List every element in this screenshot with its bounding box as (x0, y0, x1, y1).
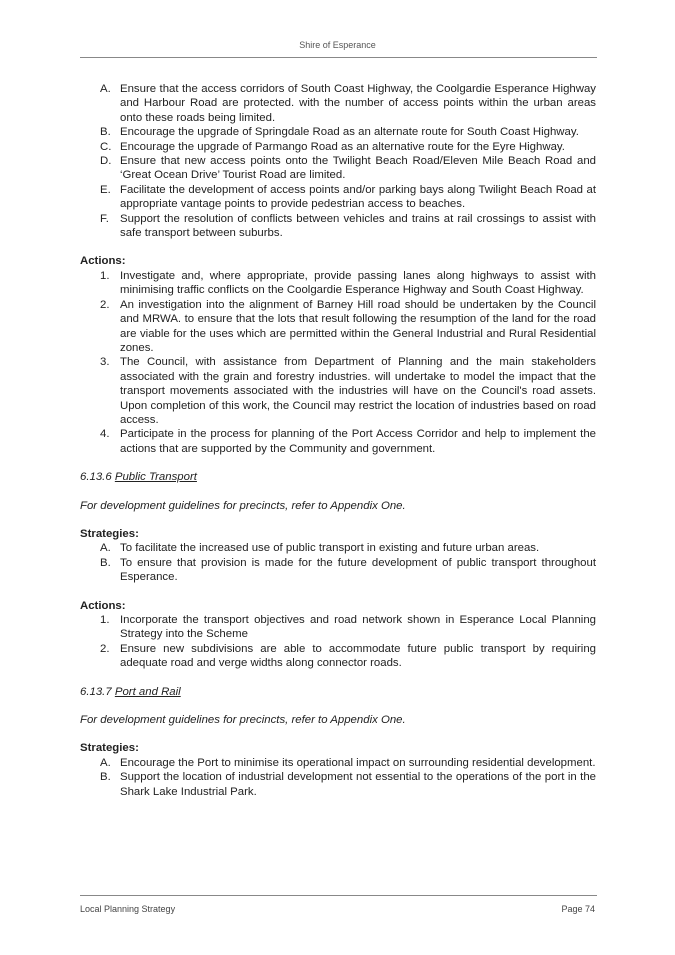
list-marker: 1. (100, 269, 110, 282)
list-item (80, 427, 596, 456)
section-heading-public-transport (80, 470, 596, 484)
list-item (80, 154, 596, 183)
list-marker: 2. (100, 642, 110, 655)
section-heading-port-rail (80, 685, 596, 699)
list-item-text: Support the location of industrial development not essential to the operations of the port in the Shark Lake Industrial Park. (120, 771, 596, 798)
list-marker: A. (100, 756, 111, 769)
section-title: Port and Rail (114, 685, 181, 698)
list-item (80, 756, 596, 770)
list-item (80, 642, 596, 671)
strategies-list-public-transport (80, 541, 596, 584)
list-item-text: To facilitate the increased use of public transport in existing and future urban areas. (120, 542, 540, 555)
list-item-text: To ensure that provision is made for the future development of public transport throughout Esperance. (120, 556, 596, 584)
list-marker: E. (100, 183, 111, 196)
strategies-heading: Strategies: (80, 742, 139, 755)
header-rule (80, 57, 597, 58)
list-item-text: Ensure that the access corridors of South Coast Highway, the Coolgardie Esperance Highway and Harbour Road are protected. with the number of access points within the urban areas onto these roads being limited. (120, 83, 596, 124)
list-item (80, 770, 596, 799)
list-item-text: Investigate and, where appropriate, provide passing lanes along highways to assist with minimising traffic conflicts on the Coolgardie Esperance Highway and South Coast Highway. (120, 269, 596, 297)
list-item-text: Ensure that new access points onto the Twilight Beach Road/Eleven Mile Beach Road and ‘Great Ocean Drive’ Tourist Road are limited. (120, 155, 596, 182)
actions-list-roads (80, 269, 596, 456)
list-item (80, 556, 596, 585)
list-item (80, 269, 596, 298)
footer-page-number: Page 74 (561, 904, 595, 914)
list-marker: C. (100, 140, 112, 153)
actions-heading: Actions: (80, 599, 126, 612)
list-item-text: Encourage the Port to minimise its operational impact on surrounding residential development. (120, 756, 596, 769)
list-item (80, 298, 596, 356)
list-marker: B. (100, 126, 111, 139)
list-item (80, 125, 596, 139)
list-item (80, 140, 596, 154)
list-item-text: Encourage the upgrade of Parmango Road as an alternative route for the Eyre Highway. (120, 140, 565, 153)
strategies-list-roads (80, 82, 596, 240)
section-number: 6.13.6 (80, 471, 112, 484)
section-number: 6.13.7 (80, 685, 112, 698)
list-item-text: Ensure new subdivisions are able to accommodate future public transport by requiring adequate road and verge widths along connector roads. (120, 642, 596, 670)
list-item-text: Support the resolution of conflicts between vehicles and trains at rail crossings to assist with safe transport between suburbs. (120, 212, 596, 240)
footer-document-title: Local Planning Strategy (80, 904, 176, 914)
list-item-text: Participate in the process for planning of the Port Access Corridor and help to implement the actions that are supported by the Community and government. (120, 428, 596, 455)
strategies-list-port (80, 756, 596, 799)
strategies-heading: Strategies: (80, 527, 139, 540)
list-item-text: Incorporate the transport objectives and road network shown in Esperance Local Planning Strategy into the Scheme (120, 614, 596, 641)
list-marker: A. (100, 83, 111, 95)
list-item (80, 82, 596, 125)
list-item-text: An investigation into the alignment of Barney Hill road should be undertaken by the Council and MRWA. to ensure that the lots that result following the resumption of the land for the road are viable for the uses which are permitted within the General Industrial and Rural Residential zones. (120, 298, 596, 354)
list-marker: F. (100, 212, 109, 225)
list-item-text: The Council, with assistance from Department of Planning and the main stakeholders associated with the grain and forestry industries. will undertake to model the impact that the transport movements associated with the industries will have on the Council's road assets. Upon completion of this work, the Council may restrict the location of industries based on road access. (120, 356, 596, 426)
list-item (80, 613, 596, 642)
list-item-text: Facilitate the development of access points and/or parking bays along Twilight Beach Road at appropriate vantage points to provide pedestrian access to beaches. (120, 183, 596, 211)
page-header: Shire of Esperance (299, 40, 376, 50)
list-marker: B. (100, 556, 111, 569)
list-marker: 1. (100, 614, 110, 626)
list-marker: B. (100, 771, 111, 784)
guideline-note: For development guidelines for precincts, refer to Appendix One. (80, 499, 406, 512)
list-item (80, 541, 596, 555)
list-marker: 4. (100, 428, 110, 441)
page-content (80, 82, 596, 799)
list-item (80, 183, 596, 212)
list-item (80, 212, 596, 241)
list-item (80, 355, 596, 427)
list-marker: 2. (100, 298, 110, 311)
list-marker: D. (100, 155, 112, 168)
list-item-text: Encourage the upgrade of Springdale Road as an alternate route for South Coast Highway. (120, 126, 579, 139)
actions-list-public-transport (80, 613, 596, 671)
actions-heading: Actions: (80, 255, 126, 268)
section-title: Public Transport (114, 471, 197, 484)
guideline-note: For development guidelines for precincts, refer to Appendix One. (80, 714, 406, 727)
footer-rule (80, 895, 597, 896)
list-marker: 3. (100, 356, 110, 369)
list-marker: A. (100, 542, 111, 555)
